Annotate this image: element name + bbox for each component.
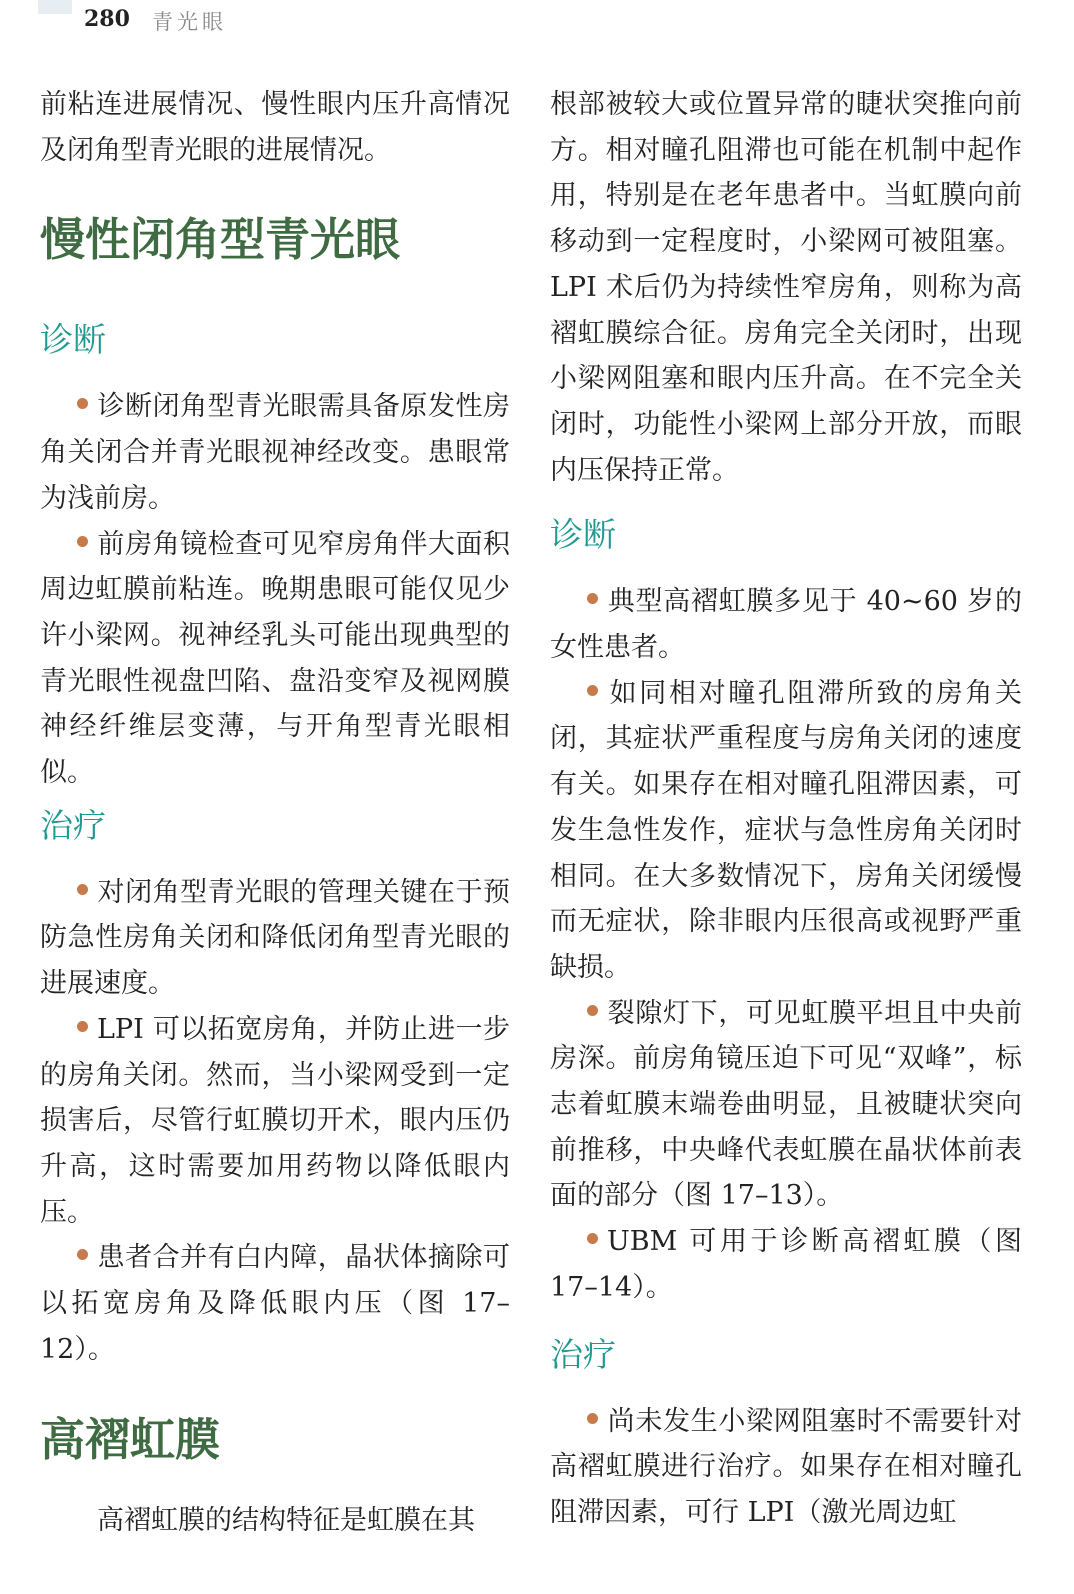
page-header bbox=[0, 0, 1074, 42]
bullet-icon bbox=[77, 1021, 88, 1032]
list-item: 前房角镜检查可见窄房角伴大面积周边虹膜前粘连。晚期患眼可能仅见少许小梁网。视神经乳头可能出现典型的青光眼性视盘凹陷、盘沿变窄及视网膜神经纤维层变薄，与开角型青光眼相似。 bbox=[40, 528, 510, 789]
left-column bbox=[40, 82, 510, 1544]
continuation-paragraph: 根部被较大或位置异常的睫状突推向前方。相对瞳孔阻滞也可能在机制中起作用，特别是在老年患者中。当虹膜向前移动到一定程度时，小梁网可被阻塞。LPI 术后仍为持续性窄房角，则称为高褶虹膜综合征。房角完全关闭时，出现小梁网阻塞和眼内压升高。在不完全关闭时，功能性小梁网上部分开放，而眼内压保持正常。 bbox=[550, 89, 1022, 486]
diagnosis-heading: 诊断 bbox=[550, 515, 616, 555]
list-item: UBM 可用于诊断高褶虹膜（图 17–14）。 bbox=[550, 1226, 1022, 1303]
diagnosis-list bbox=[40, 384, 510, 795]
running-title: 青光眼 bbox=[152, 10, 227, 34]
intro-paragraph: 前粘连进展情况、慢性眼内压升高情况及闭角型青光眼的进展情况。 bbox=[40, 89, 510, 166]
list-item: 尚未发生小梁网阻塞时不需要针对高褶虹膜进行治疗。如果存在相对瞳孔阻滞因素，可行 LPI（激光周边虹 bbox=[550, 1405, 1022, 1528]
diagnosis-list bbox=[550, 579, 1022, 1310]
bullet-icon bbox=[587, 1005, 598, 1016]
page-number: 280 bbox=[84, 6, 130, 32]
bullet-icon bbox=[587, 1233, 598, 1244]
bullet-icon bbox=[77, 398, 88, 409]
list-item: 诊断闭角型青光眼需具备原发性房角关闭合并青光眼视神经改变。患眼常为浅前房。 bbox=[40, 391, 510, 514]
list-item: LPI 可以拓宽房角，并防止进一步的房角关闭。然而，当小梁网受到一定损害后，尽管行虹膜切开术，眼内压仍升高，这时需要加用药物以降低眼内压。 bbox=[40, 1013, 510, 1228]
right-column bbox=[550, 82, 1022, 1536]
section-title-chronic-angle-closure: 慢性闭角型青光眼 bbox=[40, 213, 401, 267]
treatment-heading: 治疗 bbox=[550, 1334, 616, 1374]
bullet-icon bbox=[77, 1249, 88, 1260]
list-item: 对闭角型青光眼的管理关键在于预防急性房角关闭和降低闭角型青光眼的进展速度。 bbox=[40, 876, 510, 1000]
list-item: 典型高褶虹膜多见于 40~60 岁的女性患者。 bbox=[550, 586, 1022, 664]
list-item: 如同相对瞳孔阻滞所致的房角关闭，其症状严重程度与房角关闭的速度有关。如果存在相对瞳孔阻滞因素，可发生急性发作，症状与急性房角关闭时相同。在大多数情况下，房角关闭缓慢而无症状，除非眼内压很高或视野严重缺损。 bbox=[550, 677, 1022, 983]
bullet-icon bbox=[587, 593, 598, 604]
diagnosis-heading: 诊断 bbox=[40, 320, 106, 360]
section-title-plateau-iris: 高褶虹膜 bbox=[40, 1413, 221, 1467]
treatment-list bbox=[40, 870, 510, 1373]
bullet-icon bbox=[77, 884, 88, 895]
bullet-icon bbox=[587, 1413, 598, 1424]
list-item: 裂隙灯下，可见虹膜平坦且中央前房深。前房角镜压迫下可见“双峰”，标志着虹膜末端卷曲明显，且被睫状突向前推移，中央峰代表虹膜在晶状体前表面的部分（图 17–13）。 bbox=[550, 997, 1022, 1212]
treatment-list bbox=[550, 1399, 1022, 1536]
bullet-icon bbox=[587, 685, 598, 696]
plateau-iris-intro: 高褶虹膜的结构特征是虹膜在其 bbox=[97, 1505, 475, 1537]
list-item: 患者合并有白内障，晶状体摘除可以拓宽房角及降低眼内压（图 17–12）。 bbox=[40, 1242, 510, 1365]
page-tab-marker bbox=[38, 0, 72, 14]
treatment-heading: 治疗 bbox=[40, 805, 106, 845]
bullet-icon bbox=[77, 536, 88, 547]
